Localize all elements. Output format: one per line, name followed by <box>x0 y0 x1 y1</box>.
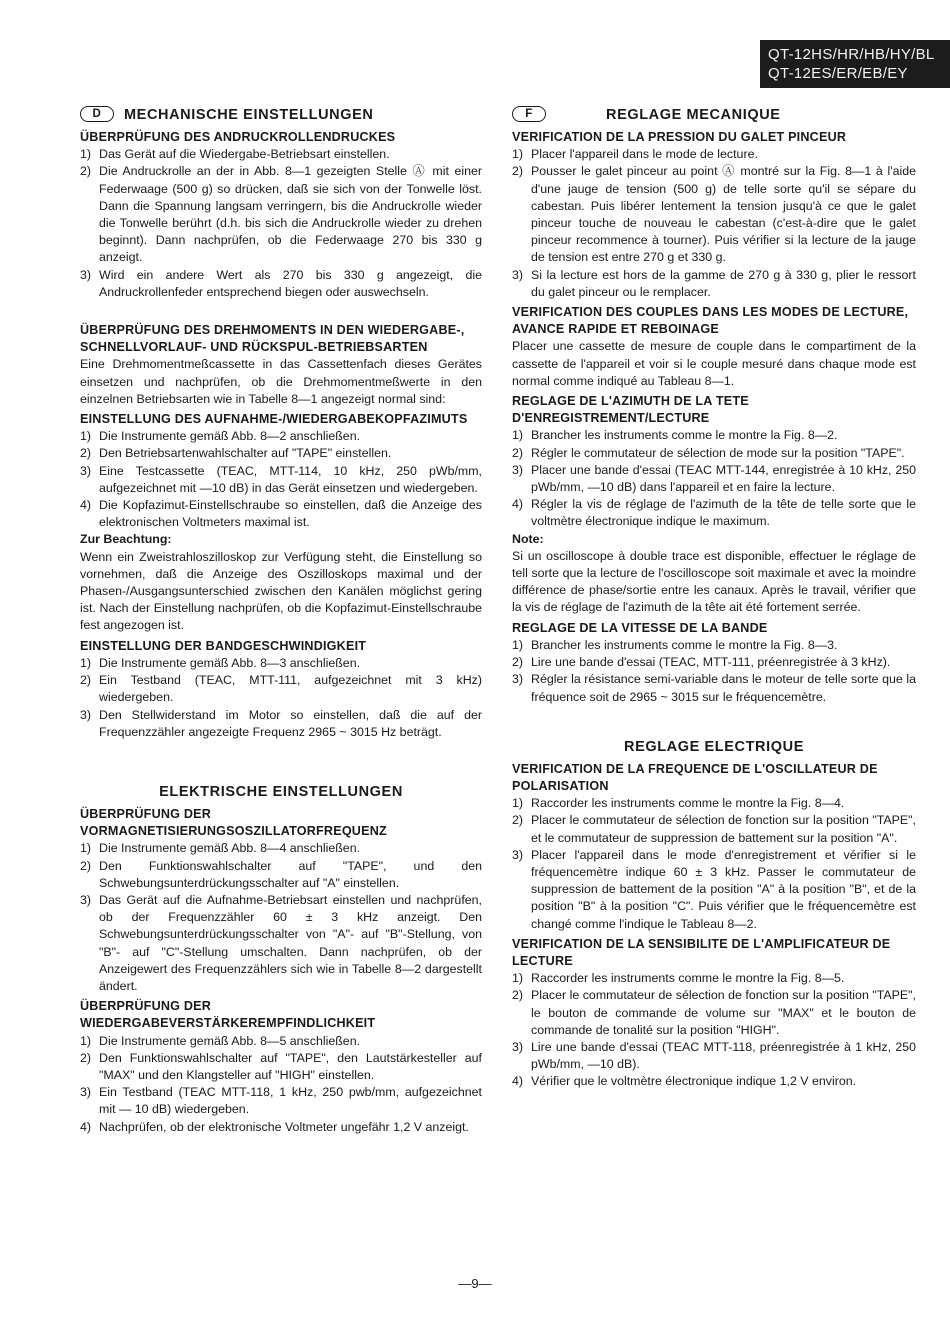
list-item: 2) Lire une bande d'essai (TEAC, MTT-111, préenregistrée à 3 kHz). <box>512 655 891 670</box>
elec-section-title: ELEKTRISCHE EINSTELLUNGEN <box>159 783 403 800</box>
list-item: 1) Brancher les instruments comme le montre la Fig. 8—3. <box>512 637 838 652</box>
e2-heading: ÜBERPRÜFUNG DER WIEDERGABEVERSTÄRKEREMPFINDLICHKEIT <box>80 999 376 1031</box>
list-item: 4) Régler la vis de réglage de l'azimuth de la tête de telle sorte que le voltmètre électronique indique le maximum. <box>512 497 916 529</box>
e1-heading-fr: VERIFICATION DE LA FREQUENCE DE L'OSCILLATEUR DE POLARISATION <box>512 761 878 793</box>
model-line-2: QT-12ES/ER/EB/EY <box>768 65 908 82</box>
list-item: 1) Placer l'appareil dans le mode de lecture. <box>512 147 758 162</box>
s1-heading: ÜBERPRÜFUNG DES ANDRUCKROLLENDRUCKES <box>80 130 396 144</box>
list-item: 3) Eine Testcassette (TEAC, MTT-114, 10 kHz, 250 pWb/mm, aufgezeichnet mit —10 dB) in das Gerät einsetzen und wiedergeben. <box>80 463 482 495</box>
s2-heading-fr: VERIFICATION DES COUPLES DANS LES MODES DE LECTURE, AVANCE RAPIDE ET REBOINAGE <box>512 305 909 337</box>
list-item: 2) Placer le commutateur de sélection de fonction sur la position "TAPE", et le commutateur de suppression de battement sur la position "A". <box>512 813 916 845</box>
mech-section-title <box>80 104 482 126</box>
s3-heading: EINSTELLUNG DES AUFNAHME-/WIEDERGABEKOPFAZIMUTS <box>80 412 468 427</box>
list-item: 1) Die Instrumente gemäß Abb. 8—4 anschließen. <box>80 841 361 856</box>
german-column <box>80 104 482 1136</box>
list-item: 1) Die Instrumente gemäß Abb. 8—5 anschließen. <box>80 1033 361 1048</box>
note-paragraph: Wenn ein Zweistrahloszilloskop zur Verfügung steht, die Einstellung so vornehmen, daß die Anzeige des Oszilloskops maximal und der Phasen-/Ausgangsunterschied zwischen den Kanälen möglichst gering ist. Nach der Einstellung nachprüfen, ob die Kopfazimut-Einstellschraube fest angezogen ist. <box>80 549 482 633</box>
list-item: 3) Den Stellwiderstand im Motor so einstellen, daß die auf der Frequenzzähler angezeigte Frequenz 2965 ~ 3015 Hz beträgt. <box>80 707 482 739</box>
s1-heading-fr: VERIFICATION DE LA PRESSION DU GALET PINCEUR <box>512 130 847 144</box>
list-item: 2) Régler le commutateur de sélection de mode sur la position "TAPE". <box>512 445 905 460</box>
list-item: 1) Die Instrumente gemäß Abb. 8—2 anschließen. <box>80 429 361 444</box>
language-badge-f: F <box>512 106 546 122</box>
list-item: 1) Raccorder les instruments comme le montre la Fig. 8—5. <box>512 971 845 986</box>
list-item: 1) Brancher les instruments comme le montre la Fig. 8—2. <box>512 428 838 443</box>
list-item: 3) Placer une bande d'essai (TEAC MTT-144, enregistrée à 10 kHz, 250 pWb/mm, —10 dB) dans l'appareil et en faire la lecture. <box>512 462 916 495</box>
note-paragraph-fr: Si un oscilloscope à double trace est disponible, effectuer le réglage de tell sorte que la lecture de l'oscilloscope soit maximale et avec la moindre différence de phase/sortie entre les canaux. Après le travail, vérifier que la vis de réglage de l'azimuth de la tête ait été fortement serrée. <box>512 548 916 615</box>
note-label-fr: Note: <box>512 531 544 546</box>
list-item: 2) Den Funktionswahlschalter auf "TAPE", und den Schwebungsunterdrückungsschalter auf "A" einstellen. <box>80 858 482 890</box>
list-item: 3) Das Gerät auf die Aufnahme-Betriebsart einstellen und nachprüfen, ob der Frequenzzähler 60 ± 3 kHz anzeigt. Den Schwebungsunterdrückungsschalter von "A"- auf "B"-Stellung, von "B"- auf "C"-Stellung umschalten. Dann nachprüfen, ob der Anzeigewert des Frequenzzählers sich wie in Tabelle 8—2 dargestellt ändert. <box>80 892 482 993</box>
list-item: 2) Die Andruckrolle an der in Abb. 8—1 gezeigten Stelle Ⓐ mit einer Federwaage (500 g) so drücken, daß sie sich von der Tonwelle löst. Dann die Spannung langsam verringern, bis die Andruckrolle wieder die Tonwelle berührt (d.h. bis sich die Andruckrolle wieder zu drehen beginnt). Dann nachprüfen, ob die Federwaage 270 bis 330 g anzeigt. <box>80 164 482 265</box>
list-item: 2) Den Betriebsartenwahlschalter auf "TAPE" einstellen. <box>80 446 392 461</box>
list-item: 3) Placer l'appareil dans le mode d'enregistrement et vérifier si le fréquencemètre indique 60 ± 3 kHz. Passer le commutateur de suppression de battement de la position "A" à la position "B", et de la position "B" à la position "C". Puis vérifier que le fréquencemètre est changé comme l'indique le Tableau 8—2. <box>512 847 916 931</box>
page-number: —9— <box>458 1276 492 1291</box>
list-item: 4) Nachprüfen, ob der elektronische Voltmeter ungefähr 1,2 V anzeigt. <box>80 1119 469 1134</box>
list-item: 3) Ein Testband (TEAC MTT-118, 1 kHz, 250 pwb/mm, aufgezeichnet mit — 10 dB) wiedergeben. <box>80 1085 482 1117</box>
list-item: 4) Die Kopfazimut-Einstellschraube so einstellen, daß die Anzeige des elektronischen Voltmeters maximal ist. <box>80 498 482 530</box>
s3-heading-fr: REGLAGE DE L'AZIMUTH DE LA TETE D'ENREGISTREMENT/LECTURE <box>512 394 749 426</box>
list-item: 4) Vérifier que le voltmètre électronique indique 1,2 V environ. <box>512 1074 857 1089</box>
s2-heading: ÜBERPRÜFUNG DES DREHMOMENTS IN DEN WIEDERGABE-, SCHNELLVORLAUF- UND RÜCKSPUL-BETRIEBSARTEN <box>80 323 465 355</box>
list-item: 1) Raccorder les instruments comme le montre la Fig. 8—4. <box>512 796 845 811</box>
language-badge-d: D <box>80 106 114 122</box>
mech-section-title-fr <box>512 104 916 126</box>
list-item: 2) Den Funktionswahlschalter auf "TAPE", den Lautstärkesteller auf "MAX" und den Klangsteller auf "HIGH" einstellen. <box>80 1050 482 1082</box>
french-column <box>512 104 916 1091</box>
list-item: 3) Régler la résistance semi-variable dans le moteur de telle sorte que la fréquence soit de 2965 ~ 3015 sur le fréquencemètre. <box>512 672 916 704</box>
list-item: 2) Ein Testband (TEAC, MTT-111, aufgezeichnet mit 3 kHz) wiedergeben. <box>80 673 482 705</box>
list-item: 3) Si la lecture est hors de la gamme de 270 g à 330 g, plier le ressort du galet pinceur ou le remplacer. <box>512 267 916 299</box>
s4-heading-fr: REGLAGE DE LA VITESSE DE LA BANDE <box>512 620 768 635</box>
list-item: 1) Das Gerät auf die Wiedergabe-Betriebsart einstellen. <box>80 147 390 162</box>
e1-heading: ÜBERPRÜFUNG DER VORMAGNETISIERUNGSOSZILLATORFREQUENZ <box>80 806 387 839</box>
list-item: 3) Wird ein andere Wert als 270 bis 330 g angezeigt, die Andruckrollenfeder entsprechend biegen oder auswechseln. <box>80 267 482 299</box>
s4-heading: EINSTELLUNG DER BANDGESCHWINDIGKEIT <box>80 638 367 653</box>
list-item: 3) Lire une bande d'essai (TEAC MTT-118, préenregistrée à 1 kHz, 250 pWb/mm, —10 dB). <box>512 1039 916 1072</box>
list-item: 2) Placer le commutateur de sélection de fonction sur la position "TAPE", le bouton de commande de volume sur "MAX" et le bouton de commande de tonalité sur la position "HIGH". <box>512 988 916 1037</box>
mech-title-text: MECHANISCHE EINSTELLUNGEN <box>124 107 374 123</box>
note-label: Zur Beachtung: <box>80 532 172 547</box>
s2-paragraph: Eine Drehmomentmeßcassette in das Cassettenfach dieses Gerätes einsetzen und nachprüfen, ob die Drehmomentmeßwerte in den einzelnen Betriebsarten wie in Tabelle 8—1 angezeigt normal sind: <box>80 357 482 406</box>
e2-heading-fr: VERIFICATION DE LA SENSIBILITE DE L'AMPLIFICATEUR DE LECTURE <box>512 936 891 968</box>
list-item: 2) Pousser le galet pinceur au point Ⓐ montré sur la Fig. 8—1 à l'aide d'une jauge de tension (500 g) de telle sorte qu'il se sépare du cabestan. Puis libérer lentement la tension jusqu'à ce que le galet pinceur touche de nouveau le cabestan (c'est-à-dire que le galet pinceur recommence à tourner). Puis vérifier si la lecture de la jauge de tension est entre 270 g et 330 g. <box>512 164 916 265</box>
list-item: 1) Die Instrumente gemäß Abb. 8—3 anschließen. <box>80 655 361 670</box>
model-number-box <box>760 40 950 88</box>
mech-title-text-fr: REGLAGE MECANIQUE <box>606 107 781 123</box>
elec-section-title-fr: REGLAGE ELECTRIQUE <box>624 738 804 755</box>
s2-paragraph-fr: Placer une cassette de mesure de couple dans le compartiment de la cassette de l'appareil et voir si le couple mesuré dans chaque mode est normal comme indiqué au Tableau 8—1. <box>512 339 916 388</box>
model-line-1: QT-12HS/HR/HB/HY/BL <box>768 46 935 63</box>
